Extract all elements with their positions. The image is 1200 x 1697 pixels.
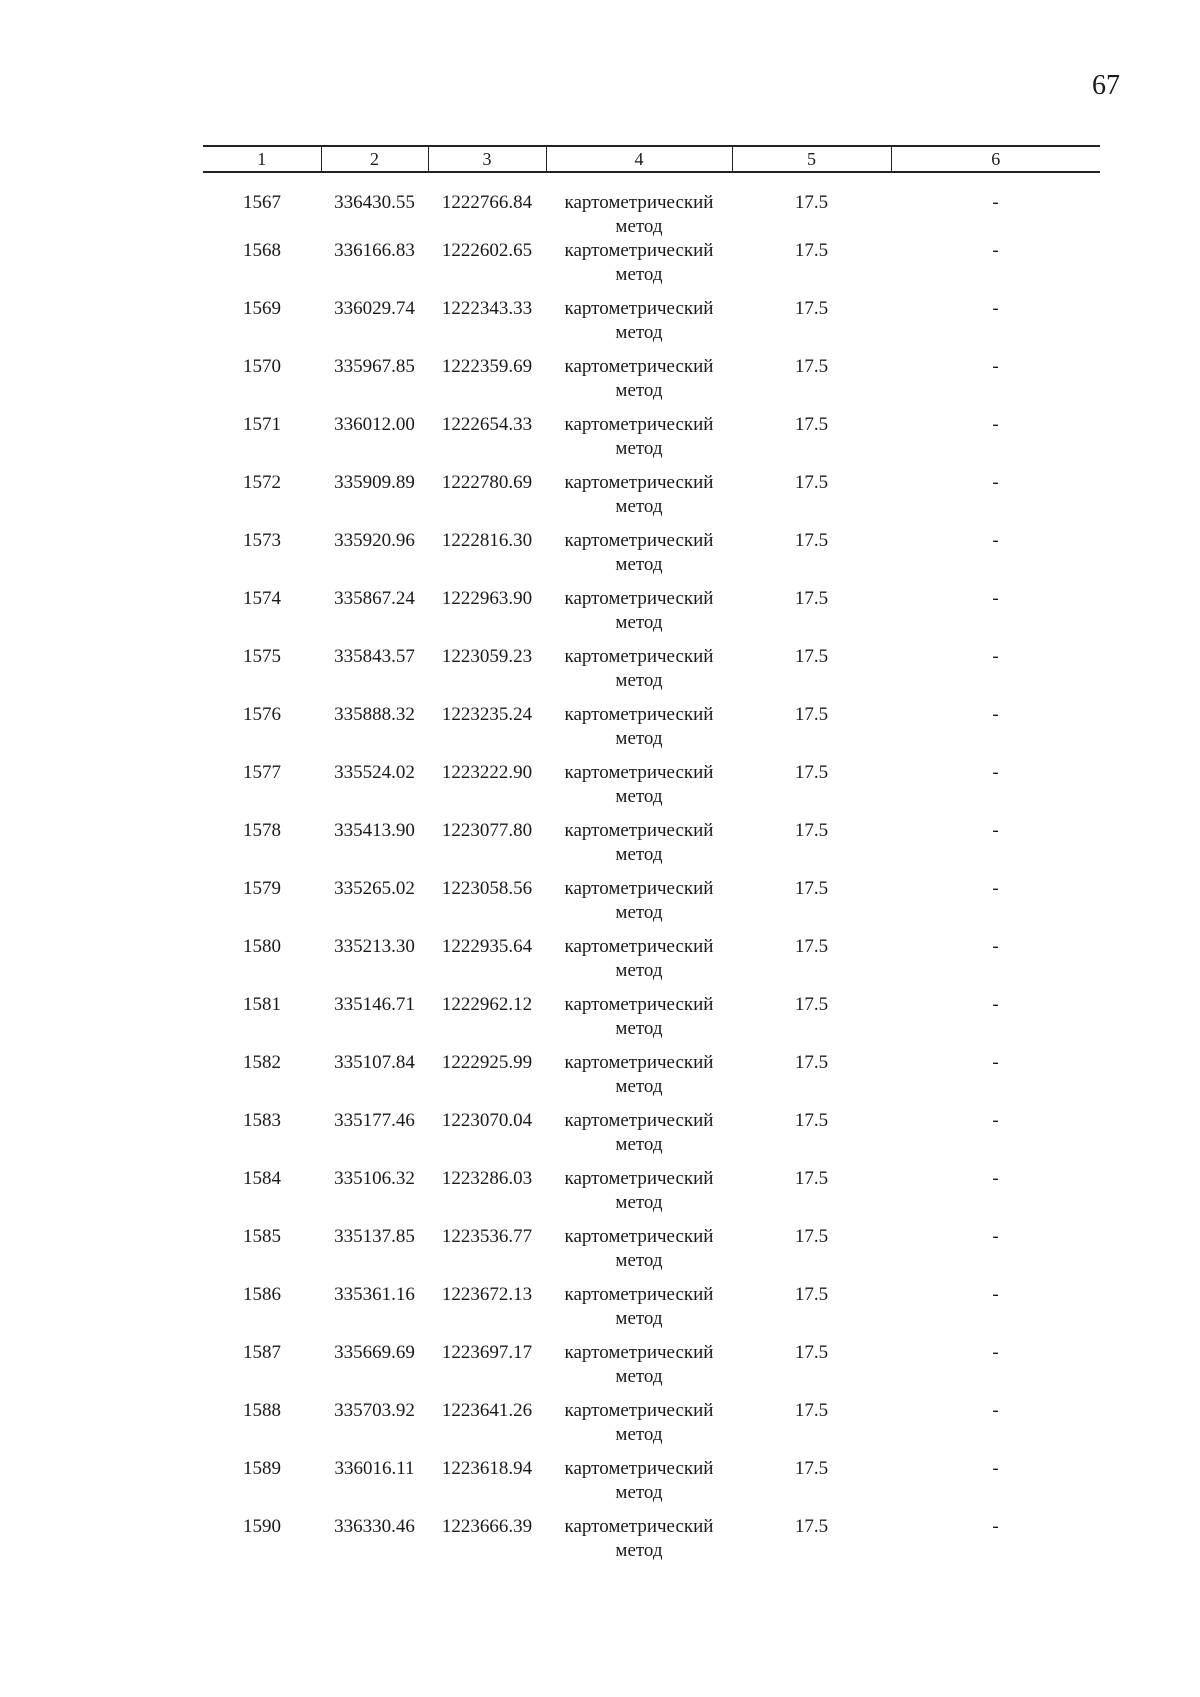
method-cell bbox=[546, 877, 732, 935]
table-row bbox=[203, 471, 1100, 529]
method-line-1: картометрический bbox=[564, 820, 714, 841]
table-row bbox=[203, 819, 1100, 877]
y-coordinate-cell: 1223618.94 bbox=[441, 1458, 533, 1479]
method-cell bbox=[546, 297, 732, 355]
method-line-1: картометрический bbox=[564, 1226, 714, 1247]
point-number-cell: 1588 bbox=[243, 1400, 281, 1421]
point-number-cell: 1587 bbox=[243, 1342, 281, 1363]
method-line-1: картометрический bbox=[564, 414, 714, 435]
note-cell: - bbox=[992, 298, 999, 319]
point-number-cell: 1571 bbox=[243, 414, 281, 435]
method-line-1: картометрический bbox=[564, 1110, 714, 1131]
x-coordinate-cell: 336330.46 bbox=[334, 1516, 415, 1537]
table-row bbox=[203, 993, 1100, 1051]
method-cell bbox=[546, 471, 732, 529]
method-line-1: картометрический bbox=[564, 1458, 714, 1479]
method-cell bbox=[546, 355, 732, 413]
method-line-2: метод bbox=[615, 438, 663, 459]
method-line-1: картометрический bbox=[564, 472, 714, 493]
method-cell bbox=[546, 239, 732, 297]
accuracy-cell: 17.5 bbox=[794, 1168, 829, 1189]
y-coordinate-cell: 1223077.80 bbox=[441, 820, 533, 841]
method-line-2: метод bbox=[615, 902, 663, 923]
method-line-1: картометрический bbox=[564, 994, 714, 1015]
point-number-cell: 1567 bbox=[243, 192, 281, 213]
method-line-2: метод bbox=[615, 670, 663, 691]
table-row bbox=[203, 297, 1100, 355]
column-header: 6 bbox=[891, 146, 1100, 172]
note-cell: - bbox=[992, 472, 999, 493]
x-coordinate-cell: 335413.90 bbox=[334, 820, 415, 841]
method-line-2: метод bbox=[615, 1424, 663, 1445]
y-coordinate-cell: 1223641.26 bbox=[441, 1400, 533, 1421]
y-coordinate-cell: 1223666.39 bbox=[441, 1516, 533, 1537]
accuracy-cell: 17.5 bbox=[794, 472, 829, 493]
y-coordinate-cell: 1223070.04 bbox=[441, 1110, 533, 1131]
accuracy-cell: 17.5 bbox=[794, 356, 829, 377]
method-line-1: картометрический bbox=[564, 704, 714, 725]
method-cell bbox=[546, 1225, 732, 1283]
y-coordinate-cell: 1222963.90 bbox=[441, 588, 533, 609]
accuracy-cell: 17.5 bbox=[794, 192, 829, 213]
note-cell: - bbox=[992, 646, 999, 667]
table-row bbox=[203, 1399, 1100, 1457]
point-number-cell: 1576 bbox=[243, 704, 281, 725]
column-header: 3 bbox=[428, 146, 546, 172]
x-coordinate-cell: 335909.89 bbox=[334, 472, 415, 493]
method-line-2: метод bbox=[615, 786, 663, 807]
y-coordinate-cell: 1223235.24 bbox=[441, 704, 533, 725]
table-row bbox=[203, 1457, 1100, 1515]
method-line-2: метод bbox=[615, 216, 663, 237]
note-cell: - bbox=[992, 936, 999, 957]
y-coordinate-cell: 1223058.56 bbox=[441, 878, 533, 899]
x-coordinate-cell: 335137.85 bbox=[334, 1226, 415, 1247]
coordinates-table bbox=[203, 145, 1100, 1573]
note-cell: - bbox=[992, 762, 999, 783]
note-cell: - bbox=[992, 192, 999, 213]
table-row bbox=[203, 413, 1100, 471]
x-coordinate-cell: 335107.84 bbox=[334, 1052, 415, 1073]
y-coordinate-cell: 1223697.17 bbox=[441, 1342, 533, 1363]
method-line-2: метод bbox=[615, 322, 663, 343]
accuracy-cell: 17.5 bbox=[794, 820, 829, 841]
note-cell: - bbox=[992, 1226, 999, 1247]
x-coordinate-cell: 335106.32 bbox=[334, 1168, 415, 1189]
method-cell bbox=[546, 1109, 732, 1167]
point-number-cell: 1581 bbox=[243, 994, 281, 1015]
table-header bbox=[203, 146, 1100, 172]
y-coordinate-cell: 1222925.99 bbox=[441, 1052, 533, 1073]
note-cell: - bbox=[992, 1516, 999, 1537]
note-cell: - bbox=[992, 1342, 999, 1363]
table-row bbox=[203, 935, 1100, 993]
method-line-2: метод bbox=[615, 612, 663, 633]
y-coordinate-cell: 1223222.90 bbox=[441, 762, 533, 783]
method-line-2: метод bbox=[615, 496, 663, 517]
point-number-cell: 1578 bbox=[243, 820, 281, 841]
table-row bbox=[203, 529, 1100, 587]
method-line-2: метод bbox=[615, 844, 663, 865]
table-body bbox=[203, 172, 1100, 1573]
x-coordinate-cell: 335669.69 bbox=[334, 1342, 415, 1363]
table-row bbox=[203, 1341, 1100, 1399]
table-row bbox=[203, 239, 1100, 297]
accuracy-cell: 17.5 bbox=[794, 646, 829, 667]
column-header: 1 bbox=[203, 146, 321, 172]
y-coordinate-cell: 1223536.77 bbox=[441, 1226, 533, 1247]
y-coordinate-cell: 1222654.33 bbox=[441, 414, 533, 435]
y-coordinate-cell: 1222962.12 bbox=[441, 994, 533, 1015]
x-coordinate-cell: 335177.46 bbox=[334, 1110, 415, 1131]
method-line-2: метод bbox=[615, 380, 663, 401]
table-row bbox=[203, 355, 1100, 413]
table-row bbox=[203, 1283, 1100, 1341]
table-row bbox=[203, 1225, 1100, 1283]
method-line-1: картометрический bbox=[564, 646, 714, 667]
point-number-cell: 1585 bbox=[243, 1226, 281, 1247]
x-coordinate-cell: 335265.02 bbox=[334, 878, 415, 899]
accuracy-cell: 17.5 bbox=[794, 704, 829, 725]
method-line-1: картометрический bbox=[564, 588, 714, 609]
method-cell bbox=[546, 993, 732, 1051]
x-coordinate-cell: 335146.71 bbox=[334, 994, 415, 1015]
point-number-cell: 1572 bbox=[243, 472, 281, 493]
method-line-1: картометрический bbox=[564, 1516, 714, 1537]
note-cell: - bbox=[992, 1284, 999, 1305]
accuracy-cell: 17.5 bbox=[794, 1110, 829, 1131]
point-number-cell: 1569 bbox=[243, 298, 281, 319]
y-coordinate-cell: 1222780.69 bbox=[441, 472, 533, 493]
method-line-1: картометрический bbox=[564, 762, 714, 783]
y-coordinate-cell: 1222766.84 bbox=[441, 192, 533, 213]
x-coordinate-cell: 335213.30 bbox=[334, 936, 415, 957]
y-coordinate-cell: 1222602.65 bbox=[441, 240, 533, 261]
method-line-1: картометрический bbox=[564, 1342, 714, 1363]
point-number-cell: 1579 bbox=[243, 878, 281, 899]
method-line-1: картометрический bbox=[564, 1400, 714, 1421]
y-coordinate-cell: 1222343.33 bbox=[441, 298, 533, 319]
method-line-2: метод bbox=[615, 1076, 663, 1097]
y-coordinate-cell: 1222816.30 bbox=[441, 530, 533, 551]
x-coordinate-cell: 335843.57 bbox=[334, 646, 415, 667]
method-line-2: метод bbox=[615, 1540, 663, 1561]
accuracy-cell: 17.5 bbox=[794, 240, 829, 261]
note-cell: - bbox=[992, 414, 999, 435]
method-line-2: метод bbox=[615, 1308, 663, 1329]
note-cell: - bbox=[992, 588, 999, 609]
method-line-2: метод bbox=[615, 960, 663, 981]
method-line-1: картометрический bbox=[564, 192, 714, 213]
column-header: 4 bbox=[546, 146, 732, 172]
method-cell bbox=[546, 1515, 732, 1573]
method-cell bbox=[546, 1051, 732, 1109]
y-coordinate-cell: 1222935.64 bbox=[441, 936, 533, 957]
method-line-1: картометрический bbox=[564, 936, 714, 957]
method-cell bbox=[546, 1457, 732, 1515]
x-coordinate-cell: 336016.11 bbox=[334, 1458, 415, 1479]
note-cell: - bbox=[992, 1458, 999, 1479]
point-number-cell: 1570 bbox=[243, 356, 281, 377]
note-cell: - bbox=[992, 878, 999, 899]
column-header: 5 bbox=[732, 146, 891, 172]
table-row bbox=[203, 1109, 1100, 1167]
point-number-cell: 1574 bbox=[243, 588, 281, 609]
point-number-cell: 1575 bbox=[243, 646, 281, 667]
y-coordinate-cell: 1223286.03 bbox=[441, 1168, 533, 1189]
point-number-cell: 1577 bbox=[243, 762, 281, 783]
table-row bbox=[203, 703, 1100, 761]
method-cell bbox=[546, 761, 732, 819]
table-row bbox=[203, 761, 1100, 819]
point-number-cell: 1583 bbox=[243, 1110, 281, 1131]
point-number-cell: 1590 bbox=[243, 1516, 281, 1537]
y-coordinate-cell: 1223672.13 bbox=[441, 1284, 533, 1305]
page-number: 67 bbox=[1092, 70, 1120, 101]
accuracy-cell: 17.5 bbox=[794, 994, 829, 1015]
method-cell bbox=[546, 645, 732, 703]
note-cell: - bbox=[992, 1052, 999, 1073]
method-cell bbox=[546, 172, 732, 239]
method-cell bbox=[546, 703, 732, 761]
accuracy-cell: 17.5 bbox=[794, 1226, 829, 1247]
method-line-2: метод bbox=[615, 1134, 663, 1155]
accuracy-cell: 17.5 bbox=[794, 1458, 829, 1479]
x-coordinate-cell: 336166.83 bbox=[334, 240, 415, 261]
table-row bbox=[203, 172, 1100, 239]
method-cell bbox=[546, 1167, 732, 1225]
note-cell: - bbox=[992, 994, 999, 1015]
method-line-2: метод bbox=[615, 554, 663, 575]
point-number-cell: 1589 bbox=[243, 1458, 281, 1479]
table-row bbox=[203, 645, 1100, 703]
accuracy-cell: 17.5 bbox=[794, 878, 829, 899]
accuracy-cell: 17.5 bbox=[794, 1284, 829, 1305]
method-line-1: картометрический bbox=[564, 878, 714, 899]
x-coordinate-cell: 336029.74 bbox=[334, 298, 415, 319]
method-cell bbox=[546, 587, 732, 645]
note-cell: - bbox=[992, 820, 999, 841]
method-line-1: картометрический bbox=[564, 240, 714, 261]
method-line-2: метод bbox=[615, 1018, 663, 1039]
accuracy-cell: 17.5 bbox=[794, 298, 829, 319]
method-line-2: метод bbox=[615, 1192, 663, 1213]
method-line-2: метод bbox=[615, 1482, 663, 1503]
point-number-cell: 1580 bbox=[243, 936, 281, 957]
method-line-1: картометрический bbox=[564, 298, 714, 319]
method-line-2: метод bbox=[615, 1366, 663, 1387]
x-coordinate-cell: 335920.96 bbox=[334, 530, 415, 551]
method-cell bbox=[546, 529, 732, 587]
method-cell bbox=[546, 1283, 732, 1341]
header-row bbox=[203, 146, 1100, 172]
method-cell bbox=[546, 1399, 732, 1457]
method-cell bbox=[546, 935, 732, 993]
method-line-1: картометрический bbox=[564, 1052, 714, 1073]
y-coordinate-cell: 1222359.69 bbox=[441, 356, 533, 377]
method-cell bbox=[546, 1341, 732, 1399]
note-cell: - bbox=[992, 356, 999, 377]
accuracy-cell: 17.5 bbox=[794, 588, 829, 609]
x-coordinate-cell: 336430.55 bbox=[334, 192, 415, 213]
x-coordinate-cell: 336012.00 bbox=[334, 414, 415, 435]
note-cell: - bbox=[992, 1168, 999, 1189]
table-row bbox=[203, 587, 1100, 645]
method-line-2: метод bbox=[615, 264, 663, 285]
note-cell: - bbox=[992, 704, 999, 725]
note-cell: - bbox=[992, 1110, 999, 1131]
method-line-1: картометрический bbox=[564, 1284, 714, 1305]
method-line-1: картометрический bbox=[564, 1168, 714, 1189]
point-number-cell: 1584 bbox=[243, 1168, 281, 1189]
x-coordinate-cell: 335867.24 bbox=[334, 588, 415, 609]
method-cell bbox=[546, 413, 732, 471]
x-coordinate-cell: 335888.32 bbox=[334, 704, 415, 725]
table-row bbox=[203, 1515, 1100, 1573]
accuracy-cell: 17.5 bbox=[794, 936, 829, 957]
point-number-cell: 1582 bbox=[243, 1052, 281, 1073]
method-line-2: метод bbox=[615, 728, 663, 749]
method-line-2: метод bbox=[615, 1250, 663, 1271]
accuracy-cell: 17.5 bbox=[794, 1400, 829, 1421]
x-coordinate-cell: 335524.02 bbox=[334, 762, 415, 783]
x-coordinate-cell: 335967.85 bbox=[334, 356, 415, 377]
table-row bbox=[203, 877, 1100, 935]
accuracy-cell: 17.5 bbox=[794, 530, 829, 551]
note-cell: - bbox=[992, 1400, 999, 1421]
accuracy-cell: 17.5 bbox=[794, 762, 829, 783]
accuracy-cell: 17.5 bbox=[794, 1052, 829, 1073]
method-line-1: картометрический bbox=[564, 356, 714, 377]
method-cell bbox=[546, 819, 732, 877]
note-cell: - bbox=[992, 240, 999, 261]
accuracy-cell: 17.5 bbox=[794, 1516, 829, 1537]
point-number-cell: 1586 bbox=[243, 1284, 281, 1305]
method-line-1: картометрический bbox=[564, 530, 714, 551]
table-row bbox=[203, 1051, 1100, 1109]
x-coordinate-cell: 335361.16 bbox=[334, 1284, 415, 1305]
x-coordinate-cell: 335703.92 bbox=[334, 1400, 415, 1421]
y-coordinate-cell: 1223059.23 bbox=[441, 646, 533, 667]
note-cell: - bbox=[992, 530, 999, 551]
column-header: 2 bbox=[321, 146, 428, 172]
accuracy-cell: 17.5 bbox=[794, 414, 829, 435]
table-row bbox=[203, 1167, 1100, 1225]
accuracy-cell: 17.5 bbox=[794, 1342, 829, 1363]
point-number-cell: 1568 bbox=[243, 240, 281, 261]
point-number-cell: 1573 bbox=[243, 530, 281, 551]
